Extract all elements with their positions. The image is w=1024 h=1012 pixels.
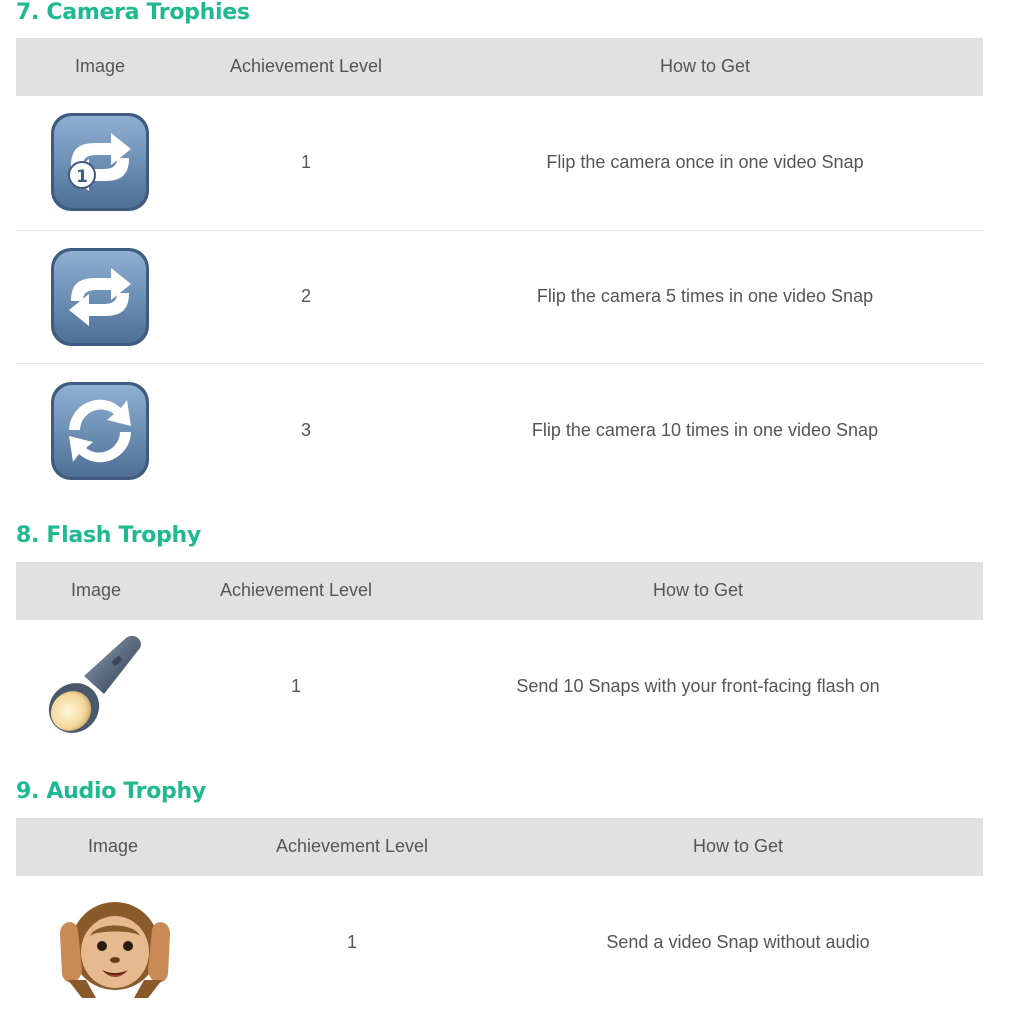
table-header [16, 818, 983, 876]
table-row [16, 96, 983, 231]
audio-trophy-table [16, 818, 983, 1012]
table-row [16, 364, 983, 498]
achievement-level: 3 [300, 420, 311, 440]
achievement-level: 1 [300, 152, 311, 172]
section-title-audio-trophy: 9. Audio Trophy [16, 779, 206, 804]
column-header-how: How to Get [652, 580, 744, 600]
svg-text:1: 1 [76, 167, 88, 187]
how-to-get: Send a video Snap without audio [606, 932, 870, 952]
how-to-get: Send 10 Snaps with your front-facing flash on [516, 676, 880, 696]
hear-no-evil-monkey-icon [56, 894, 174, 1000]
table-header [16, 38, 983, 96]
achievement-level: 1 [346, 932, 357, 952]
camera-flip-1-icon [49, 111, 151, 213]
table-header [16, 562, 983, 620]
table-row [16, 620, 983, 750]
column-header-how: How to Get [692, 836, 784, 856]
column-header-how: How to Get [659, 56, 751, 76]
column-header-level: Achievement Level [275, 836, 429, 856]
how-to-get: Flip the camera 10 times in one video Snap [531, 420, 879, 440]
flash-trophy-table [16, 562, 983, 752]
table-row [16, 876, 983, 1006]
camera-flip-repeat-icon [49, 246, 151, 348]
achievement-level: 1 [290, 676, 301, 696]
column-header-level: Achievement Level [229, 56, 383, 76]
column-header-image: Image [70, 580, 122, 600]
camera-flip-cycle-icon [49, 380, 151, 482]
flashlight-icon [44, 632, 148, 740]
camera-trophies-table [16, 38, 983, 498]
how-to-get: Flip the camera 5 times in one video Snap [536, 286, 874, 306]
how-to-get: Flip the camera once in one video Snap [546, 152, 864, 172]
achievement-level: 2 [300, 286, 311, 306]
table-row [16, 230, 983, 364]
column-header-level: Achievement Level [219, 580, 373, 600]
column-header-image: Image [87, 836, 139, 856]
column-header-image: Image [74, 56, 126, 76]
section-title-camera-trophies: 7. Camera Trophies [16, 0, 250, 25]
section-title-flash-trophy: 8. Flash Trophy [16, 523, 201, 548]
